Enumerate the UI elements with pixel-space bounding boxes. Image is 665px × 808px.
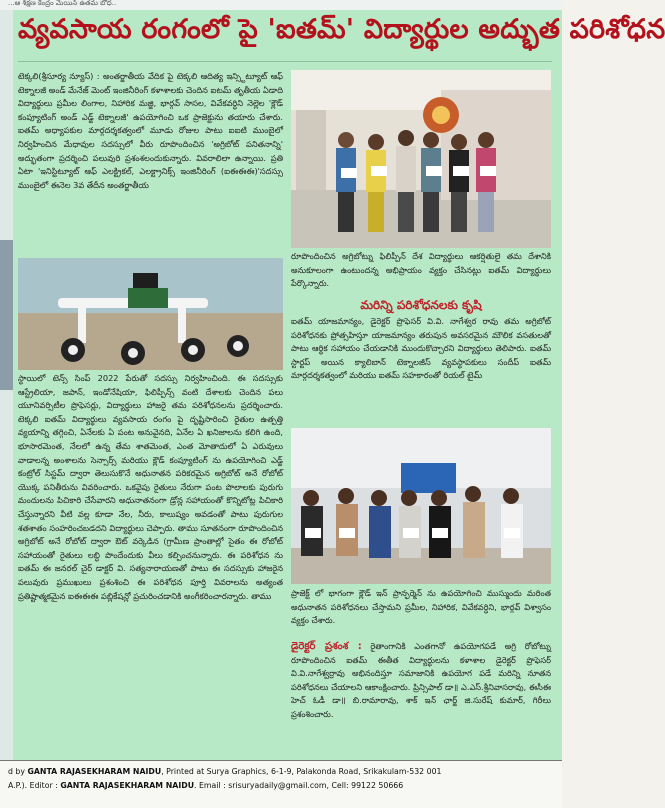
agribot-robot-photo — [18, 258, 283, 370]
article-body-col2-after-photo: ప్రాజెక్ట్ లో భాగంగా క్లౌడ్ ఇన్ ప్రాన్ఫర్మెన్ ను ఉపయోగించి ముస్ముందు మరింత అధునాతన పరిశోధనలు చేస్తామని ప్రమీల, నిహారిక, వివేకవర్ధిని, భార్గవ్ విశ్వాసం వ్యక్తం చేశారు. — [291, 588, 551, 626]
article-body-col1-continued: స్థాయిలో టెన్స్ సింప్ 2022 పేరుతో సదస్సు నిర్వహించింది. ఈ సదస్సుకు ఆస్ట్రేలియా, జపాన్, ఇండోనేషియా, ఫిలిప్పీన్స్ వంటి దేశాలకు చెందిన పలు యూనివర్సిటీల ప్రొఫెసర్లు, విద్యార్థులు హాజరై తమ పరిశోధనలను ప్రదర్శించారు. టెక్కలి ఐతమ్ విద్యార్థులు వ్యవసాయ రంగం పై దృష్టిసారించి రైతుల ఉత్పత్తి వ్యయాన్ని తగ్గించి, ఏనేలకు ఏ పంట అనువైనది, ఏనేల ఏ ఖనిజాలను కలిగి ఉంది, భూసారమెంత, నేలలో ఉన్న తేమ శాతమెంత, ఎంత మోతాదులో ఏ ఎరువులు వాడాలన్న అంశాలను సెన్సార్స్ మరియు క్లౌడ్ కంప్యూటింగ్ ను ఉపయోగించి ఎడ్జ్ కంట్రోల్ సిస్టమ్ ద్వారా తెలుసుకొనే అధునాతన పరికరమైన అగ్రిబోట్ అనే రోబోట్ యొక్క పనితీరును వివరించారు. ఒకవైపు రైతులు నేరుగా పంట పొలాలకు పురుగు మందులను పిచికారి చేసేవారని అధునాతనంగా డ్రోన్ల సహాయంతో కొన్నిటోట్ల పిచికారి చేస్తున్నారని వీటి వల్ల కూడా నేల, నీరు, కాలుష్యం అవడంతో పాటు పురుగుల శతశాతం సంహరించబడదని విద్యార్థులు చెప్పారు. తాము సూతనంగా రూపొందించిన అగ్రిబోట్ అనే రోబోట్ ద్వారా ఔట్ వర్కెడిన (గ్రామీణ ప్రాంతాల్లో సైతం ఈ రోబోట్ సహాయంతో రైతులు లబ్ధి పొందేందుకు వీలు కల్పించనున్నారు. ఈ పరిశోధన ను ఐతమ్ ఈ జనరల్ చైర్ డాక్టర్ వి. సత్యనారాయణతో పాటు ఈ సదస్సుకు హాజరైన పలువురు ప్రముఖులు ప్రశంశించి ఈ పరిశోధన పూర్తి వివరాలను అత్యంత ప్రతిష్టాత్మకమైన ఐఈఈఈ పబ్లికేషన్లో ప్రచురించడానికి అంగీకరించారన్నారు. తాము — [18, 373, 283, 601]
students-with-director-photo — [291, 428, 551, 584]
imprint-rest-2: . Email : srisuryadaily@gmail.com, Cell: 99122 50666 — [194, 781, 404, 790]
subheading: మరిన్ని పరిశోధనలకు కృషి — [360, 298, 482, 312]
imprint-line-1 — [8, 767, 442, 776]
group-photo-certificates-drawing — [291, 70, 551, 248]
agribot-robot-drawing — [18, 258, 283, 370]
editor-name: GANTA RAJASEKHARAM NAIDU — [60, 781, 195, 790]
imprint-rest-1: , Printed at Surya Graphics, 6-1-9, Palakonda Road, Srikakulam-532 001 — [161, 767, 442, 776]
imprint-prefix-1: d by — [8, 767, 28, 776]
group-photo-certificates — [291, 70, 551, 248]
students-with-director-drawing — [291, 428, 551, 584]
article-body-col2: రూపొందించిన అగ్రిబోట్ను ఫిలిప్పీన్ దేశ విద్యార్థులు ఆకర్షితులై తమ దేశానికి అనుకూలంగా ఉంటుందన్న అభిప్రాయం వ్యక్తం చేసినట్లు ఐతమ్ విద్యార్థులు పేర్కొన్నారు. — [291, 251, 551, 289]
top-strip-text: ...ఆ శిక్షణ కేంద్రం మెయిన్ ఉతమ బోధ.. — [8, 0, 117, 7]
director-praise-text: రైతాంగానికి ఎంతగానో ఉపయోగపడే అగ్రి రోబోట్ను రూపొందించిన ఐతమ్ ఈతీత విద్యార్థులను కళాశాల డైరెక్టర్ ప్రొఫెసర్ వి.వి.నాగేశ్వర్రావు అభినందిస్తూ సమాజానికి ఉపయోగ పడే మరిన్ని నూతన పరిశోధనలు చేయాలని ఆకాంక్షించారు. ప్రిన్సిపాల్ డా॥ ఎ.ఎస్.శ్రీనివాసరావు, ఈసీఈ హెచ్ ఓడీ డా॥ బి.రామారావు, శాక్ ఇన్ ఛార్జ్ జి.సురేష్ కుమార్, గిరీలు ప్రశంశించారు. — [291, 641, 551, 719]
adjacent-photo-fragment — [0, 240, 13, 390]
director-praise-paragraph — [291, 640, 551, 750]
article-body-col2-continued: ఐతమ్ యాజమాన్యం, డైరెక్టర్ ప్రొఫెసర్ వి.వి. నాగేశ్వర రావు తమ అగ్రిబోట్ పరిశోధనకు ప్రోత్సహిస్తూ యాజమాన్యం తరుపున అవసరమైన మౌలిక వసతులతో పాటు ఆర్థిక సహాయం చేయడానికి ముందుకొచ్చారని విద్యార్థులు తెలిపారు. ఐతమ్ స్టార్టప్ అయిన క్యాలిబాన్ టెక్నాలజీస్ వ్యవస్థాపకులు సందీప్ ఐతమ్ మార్గదర్శకత్వంలో మరియు ఐతమ్ సహకారంతో రియల్ టైమ్ — [291, 316, 551, 381]
imprint-footer — [0, 760, 562, 808]
director-praise-heading: డైరెక్టర్ ప్రశంశ : — [291, 641, 362, 652]
headline: వ్యవసాయ రంగంలో పై 'ఐతమ్' విద్యార్థుల అద్భుత పరిశోధన — [18, 14, 665, 45]
publisher-name: GANTA RAJASEKHARAM NAIDU — [27, 767, 162, 776]
imprint-prefix-2: A.P.). Editor : — [8, 781, 61, 790]
left-gutter — [0, 10, 14, 760]
imprint-line-2 — [8, 781, 403, 790]
article-body-col1: టెక్కలి(శ్రీసూర్య న్యూస్) : అంతర్జాతీయ వేదిక పై టెక్కలి ఆదిత్య ఇన్స్టిట్యూట్ ఆఫ్ టెక్నాలజీ అండ్ మేనేజ్ మెంట్ ఇంజినీరింగ్ కళాశాలకు చెందిన ఐటమ్ తృతీయ ఏడాది విద్యార్థులు ప్రమీల లింగాల, నిహారిక మజ్జి, భార్గవ్ సాసల, వివేకవర్ధిని నెల్లెల 'క్లౌడ్ కంప్యూటింగ్ అండ్ ఎడ్జ్ టెక్నాలజీ' ఉపయోగించి ఒక ప్రాజెక్టును తయారు చేశారు. ఐతమ్ అధ్యాపకుల మార్గదర్శకత్వంలో మూడు రోజుల పాటు ఐఐటి ముంబైలో నిర్వహించిన మేధావుల సదస్సులో వీరు రూపొందించిన 'అగ్రిబోట్ పనితనాన్ని' అద్భుతంగా ప్రదర్శించి పలువురి ప్రశంశలందుకున్నారు. వివరాలిలా ఉన్నాయి. ప్రతి ఏటా 'ఇనిస్టిట్యూట్ ఆఫ్ ఎలక్ట్రికల్, ఎలక్ట్రానిక్స్ ఇంజినీరింగ్ (ఐఈఈఈ)'సదస్సు ముంబైలో ఈనెల 3వ తేదీన అంతర్జాతీయ — [18, 71, 283, 190]
headline-rule — [18, 61, 552, 62]
